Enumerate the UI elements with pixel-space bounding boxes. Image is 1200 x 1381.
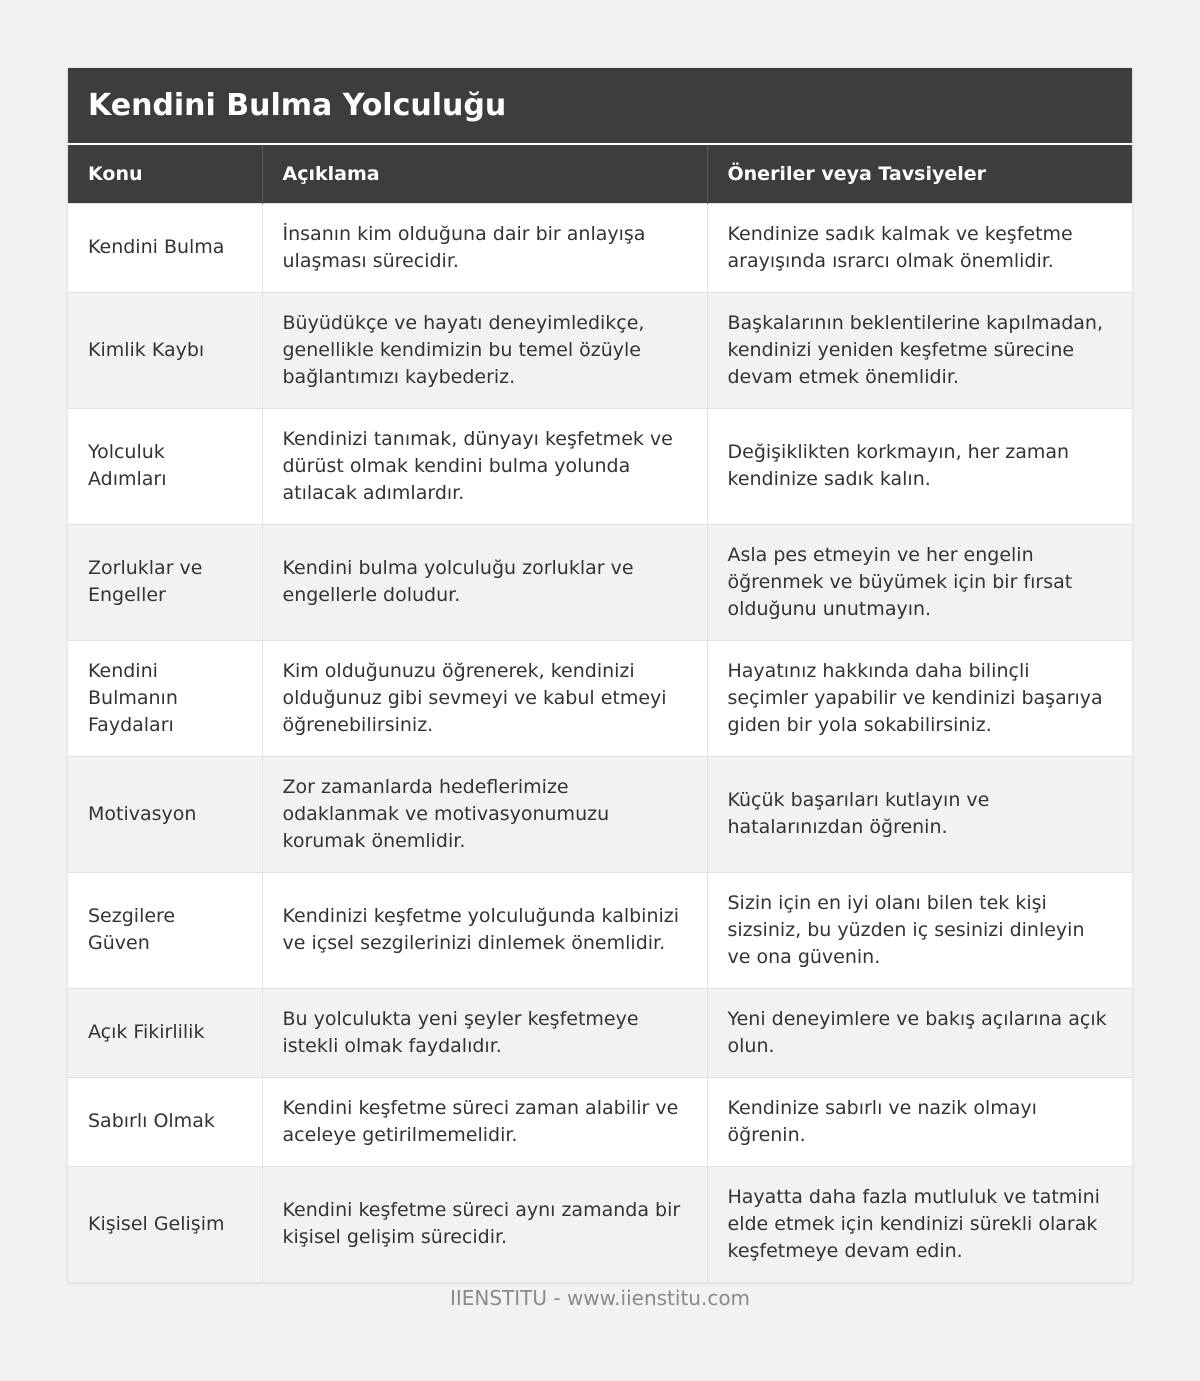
cell-topic: Sabırlı Olmak (68, 1077, 262, 1166)
cell-description: Büyüdükçe ve hayatı deneyimledikçe, genellikle kendimizin bu temel özüyle bağlantımızı kaybederiz. (262, 292, 707, 408)
cell-recommendation: Asla pes etmeyin ve her engelin öğrenmek ve büyümek için bir fırsat olduğunu unutmayın. (707, 524, 1132, 640)
cell-recommendation: Kendinize sadık kalmak ve keşfetme arayışında ısrarcı olmak önemlidir. (707, 203, 1132, 292)
column-header-konu: Konu (68, 145, 262, 203)
cell-topic: Motivasyon (68, 756, 262, 872)
cell-recommendation: Değişiklikten korkmayın, her zaman kendinize sadık kalın. (707, 408, 1132, 524)
table-row (68, 292, 1132, 408)
column-header-aciklama: Açıklama (262, 145, 707, 203)
cell-description: Kendini keşfetme süreci zaman alabilir ve aceleye getirilmemelidir. (262, 1077, 707, 1166)
table-row (68, 203, 1132, 292)
table-row (68, 1077, 1132, 1166)
cell-description: Kim olduğunuzu öğrenerek, kendinizi olduğunuz gibi sevmeyi ve kabul etmeyi öğrenebilirsiniz. (262, 640, 707, 756)
column-header-oneriler: Öneriler veya Tavsiyeler (707, 145, 1132, 203)
cell-topic: Kendini Bulma (68, 203, 262, 292)
header-row (68, 145, 1132, 203)
cell-topic: Kişisel Gelişim (68, 1166, 262, 1282)
cell-recommendation: Kendinize sabırlı ve nazik olmayı öğrenin. (707, 1077, 1132, 1166)
footer-credit: IIENSTITU - www.iienstitu.com (449, 1286, 751, 1310)
cell-recommendation: Hayatınız hakkında daha bilinçli seçimler yapabilir ve kendinizi başarıya giden bir yola sokabilirsiniz. (707, 640, 1132, 756)
cell-description: Kendini keşfetme süreci aynı zamanda bir kişisel gelişim sürecidir. (262, 1166, 707, 1282)
cell-recommendation: Sizin için en iyi olanı bilen tek kişi sizsiniz, bu yüzden iç sesinizi dinleyin ve ona güvenin. (707, 872, 1132, 988)
table-row (68, 640, 1132, 756)
table-row (68, 872, 1132, 988)
cell-topic: Sezgilere Güven (68, 872, 262, 988)
cell-recommendation: Yeni deneyimlere ve bakış açılarına açık olun. (707, 988, 1132, 1077)
table-row (68, 756, 1132, 872)
table-row (68, 1166, 1132, 1282)
cell-description: Zor zamanlarda hedeflerimize odaklanmak ve motivasyonumuzu korumak önemlidir. (262, 756, 707, 872)
cell-description: Kendinizi keşfetme yolculuğunda kalbinizi ve içsel sezgilerinizi dinlemek önemlidir. (262, 872, 707, 988)
title-bar (68, 68, 1132, 145)
cell-recommendation: Başkalarının beklentilerine kapılmadan, kendinizi yeniden keşfetme sürecine devam etmek önemlidir. (707, 292, 1132, 408)
table-row (68, 408, 1132, 524)
cell-recommendation: Hayatta daha fazla mutluluk ve tatmini elde etmek için kendinizi sürekli olarak keşfetmeye devam edin. (707, 1166, 1132, 1282)
cell-topic: Zorluklar ve Engeller (68, 524, 262, 640)
cell-topic: Açık Fikirlilik (68, 988, 262, 1077)
cell-description: İnsanın kim olduğuna dair bir anlayışa ulaşması sürecidir. (262, 203, 707, 292)
table-card (68, 68, 1132, 1282)
table-row (68, 988, 1132, 1077)
cell-description: Bu yolculukta yeni şeyler keşfetmeye istekli olmak faydalıdır. (262, 988, 707, 1077)
cell-description: Kendinizi tanımak, dünyayı keşfetmek ve dürüst olmak kendini bulma yolunda atılacak adımlardır. (262, 408, 707, 524)
cell-topic: Yolculuk Adımları (68, 408, 262, 524)
cell-topic: Kimlik Kaybı (68, 292, 262, 408)
cell-description: Kendini bulma yolculuğu zorluklar ve engellerle doludur. (262, 524, 707, 640)
page-title: Kendini Bulma Yolculuğu (88, 88, 507, 123)
cell-recommendation: Küçük başarıları kutlayın ve hatalarınızdan öğrenin. (707, 756, 1132, 872)
data-table (68, 145, 1132, 1282)
table-row (68, 524, 1132, 640)
cell-topic: Kendini Bulmanın Faydaları (68, 640, 262, 756)
